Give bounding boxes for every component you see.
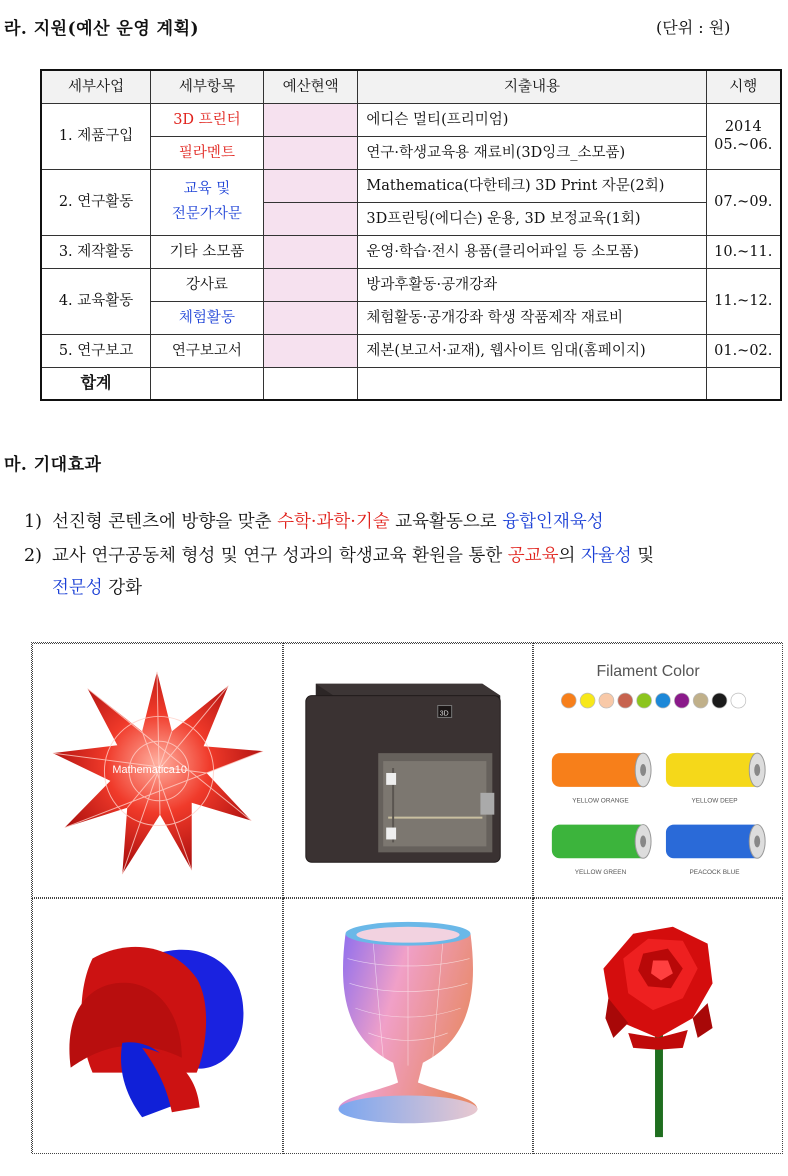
cell-project: 1. 제품구입	[41, 103, 151, 169]
color-swatch	[561, 693, 576, 708]
spool-label: YELLOW DEEP	[691, 797, 738, 805]
cell-description: 방과후활동·공개강좌	[358, 268, 706, 301]
mathematica-logo-image	[32, 643, 283, 898]
3d-printer-image	[283, 643, 533, 898]
mathematica-logo-text: Mathematica10	[112, 763, 187, 776]
effect-highlight-red: 공교육	[507, 546, 559, 566]
goblet-surface-image	[283, 898, 533, 1154]
table-row	[41, 136, 781, 169]
cell-budget	[263, 103, 358, 136]
cell-budget	[263, 235, 358, 268]
cell-project: 3. 제작활동	[41, 235, 151, 268]
cell-project: 4. 교육활동	[41, 268, 151, 334]
period-year: 2014	[724, 119, 762, 135]
section-ra-title: 라. 지원(예산 운영 계획)	[4, 19, 200, 39]
filament-spool	[552, 753, 651, 805]
filament-title: Filament Color	[596, 662, 700, 680]
period-months: 05.~06.	[714, 137, 773, 153]
cell-project: 2. 연구활동	[41, 169, 151, 235]
cell-item: 연구보고서	[151, 334, 264, 367]
goblet-graphic	[284, 899, 532, 1153]
effect-text: 선진형 콘텐츠에 방향을 맞춘	[52, 512, 278, 532]
effect-text: 의	[558, 546, 581, 566]
rose-graphic	[534, 899, 782, 1153]
cell-item: 필라멘트	[151, 136, 264, 169]
header-period: 시행	[706, 70, 781, 103]
cell-period: 10.~11.	[706, 235, 781, 268]
cell-description: Mathematica(다한테크) 3D Print 자문(2회)	[358, 169, 706, 202]
effect-highlight-blue: 전문성	[52, 578, 103, 598]
filament-graphic	[534, 644, 782, 897]
math-surface-image	[32, 898, 283, 1154]
total-cell	[358, 367, 706, 400]
color-swatch	[599, 693, 614, 708]
table-header-row	[41, 70, 781, 103]
surface-red-blue-graphic	[33, 899, 282, 1153]
cell-description: 체험활동·공개강좌 학생 작품제작 재료비	[358, 301, 706, 334]
effect-number: 2)	[24, 546, 42, 566]
effect-item-2-continued	[52, 572, 752, 604]
total-row	[41, 367, 781, 400]
color-swatch	[712, 693, 727, 708]
cell-period	[706, 103, 781, 169]
total-cell	[151, 367, 264, 400]
budget-table	[40, 69, 782, 401]
item-line: 전문가자문	[171, 206, 242, 222]
cell-description: 연구·학생교육용 재료비(3D잉크_소모품)	[358, 136, 706, 169]
color-swatch	[693, 693, 708, 708]
effect-text: 및	[631, 546, 655, 566]
unit-label: (단위 : 원)	[656, 18, 731, 37]
table-row	[41, 235, 781, 268]
color-swatch	[580, 693, 595, 708]
cell-period: 01.~02.	[706, 334, 781, 367]
table-row	[41, 301, 781, 334]
effect-highlight-blue: 자율성	[580, 546, 632, 566]
rose-model-image	[533, 898, 783, 1154]
effect-text: 교사 연구공동체 형성 및 연구 성과의 학생교육 환원을 통한	[52, 546, 508, 566]
color-swatches	[561, 693, 746, 708]
cell-description: 에디슨 멀티(프리미엄)	[358, 103, 706, 136]
header-budget: 예산현액	[263, 70, 358, 103]
cell-item: 3D 프린터	[151, 103, 264, 136]
cell-description: 운영·학습·전시 용품(클리어파일 등 소모품)	[358, 235, 706, 268]
effect-text: 교육활동으로	[389, 512, 503, 532]
filament-spools	[552, 753, 765, 876]
effect-highlight-red: 수학·과학·기술	[277, 512, 390, 532]
cell-budget	[263, 169, 358, 202]
color-swatch	[731, 693, 746, 708]
filament-color-image	[533, 643, 783, 898]
effect-item-1	[24, 506, 784, 538]
color-swatch	[674, 693, 689, 708]
cell-description: 3D프린팅(에디슨) 운용, 3D 보정교육(1회)	[358, 202, 706, 235]
filament-spool	[666, 753, 765, 805]
header-project: 세부사업	[41, 70, 151, 103]
header-item: 세부항목	[151, 70, 264, 103]
spool-label: PEACOCK BLUE	[689, 869, 740, 877]
table-row	[41, 103, 781, 136]
cell-description: 제본(보고서·교재), 웹사이트 임대(홈페이지)	[358, 334, 706, 367]
printer-logo: 3D	[439, 710, 449, 718]
spool-label: YELLOW GREEN	[574, 869, 627, 877]
cell-item: 기타 소모품	[151, 235, 264, 268]
cell-item: 체험활동	[151, 301, 264, 334]
section-ma-title: 마. 기대효과	[4, 455, 102, 475]
printer-icon	[284, 644, 532, 897]
filament-spool	[552, 825, 651, 877]
cell-budget	[263, 202, 358, 235]
table-row	[41, 268, 781, 301]
effect-number: 1)	[24, 512, 42, 532]
header-description: 지출내용	[358, 70, 706, 103]
effect-item-2	[24, 540, 786, 572]
color-swatch	[637, 693, 652, 708]
total-label: 합계	[41, 367, 151, 400]
item-line: 교육 및	[183, 181, 231, 197]
cell-budget	[263, 301, 358, 334]
filament-spool	[666, 825, 765, 877]
spool-label: YELLOW ORANGE	[572, 797, 629, 805]
cell-period: 11.~12.	[706, 268, 781, 334]
table-row	[41, 334, 781, 367]
cell-item: 강사료	[151, 268, 264, 301]
cell-item	[151, 169, 264, 235]
cell-period: 07.~09.	[706, 169, 781, 235]
cell-budget	[263, 334, 358, 367]
effect-text: 강화	[102, 578, 143, 598]
cell-budget	[263, 268, 358, 301]
cell-project: 5. 연구보고	[41, 334, 151, 367]
total-cell	[263, 367, 358, 400]
total-cell	[706, 367, 781, 400]
color-swatch	[656, 693, 671, 708]
color-swatch	[618, 693, 633, 708]
table-row	[41, 169, 781, 202]
cell-budget	[263, 136, 358, 169]
image-grid	[31, 642, 782, 1153]
effect-highlight-blue: 융합인재육성	[502, 512, 604, 532]
mathematica-star-icon	[33, 644, 282, 897]
